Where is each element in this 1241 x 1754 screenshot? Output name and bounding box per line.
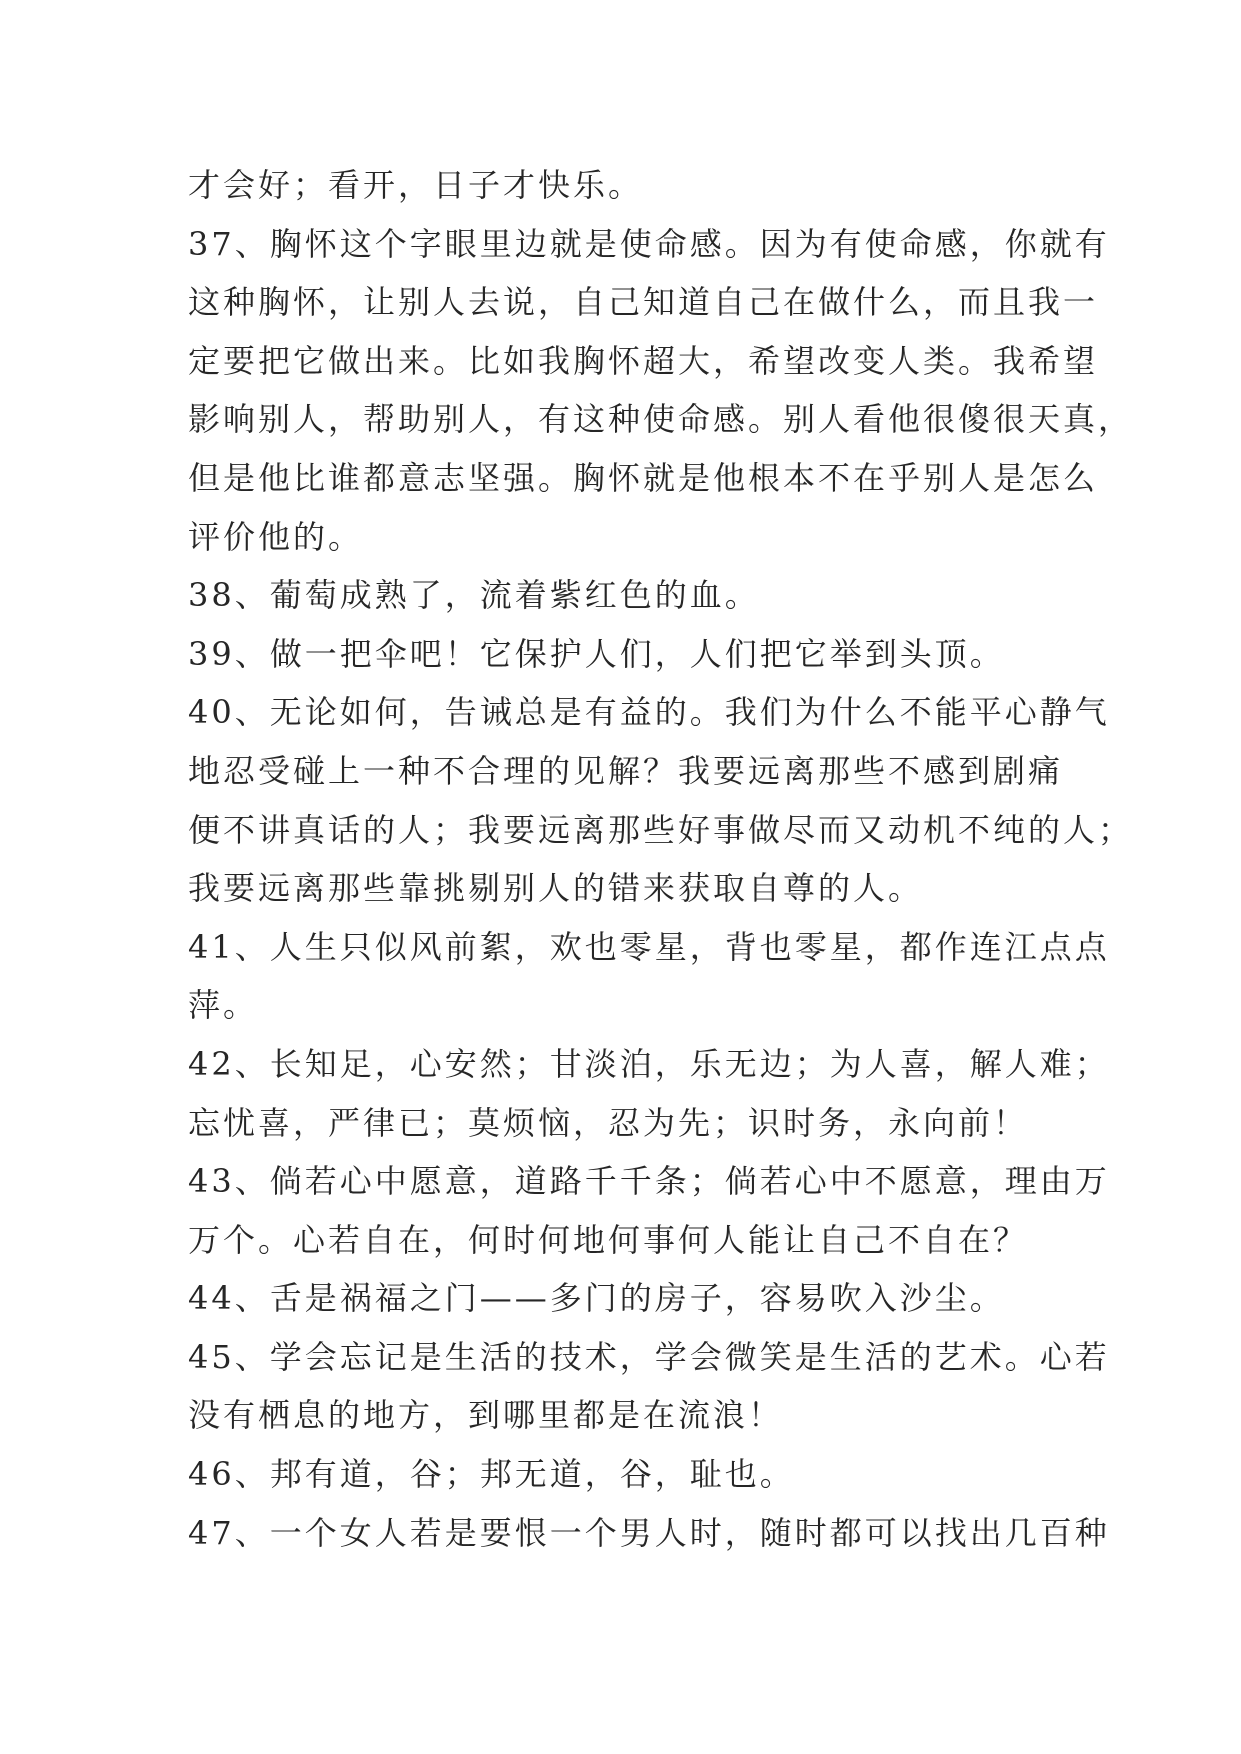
text-line: 41、人生只似风前絮，欢也零星，背也零星，都作连江点点 <box>188 927 1110 966</box>
text-line: 43、倘若心中愿意，道路千千条；倘若心中不愿意，理由万 <box>188 1162 1110 1201</box>
text-line: 47、一个女人若是要恨一个男人时，随时都可以找出几百种 <box>188 1513 1110 1552</box>
document-text-body <box>188 156 1134 1562</box>
text-line: 42、长知足，心安然；甘淡泊，乐无边；为人喜，解人难； <box>188 1044 1110 1083</box>
text-line: 才会好；看开，日子才快乐。 <box>188 166 644 204</box>
text-line: 定要把它做出来。比如我胸怀超大，希望改变人类。我希望 <box>188 341 1099 380</box>
text-line: 38、葡萄成熟了，流着紫红色的血。 <box>188 576 760 615</box>
text-line: 39、做一把伞吧！它保护人们，人们把它举到头顶。 <box>188 634 1005 673</box>
text-line: 便不讲真话的人；我要远离那些好事做尽而又动机不纯的人； <box>188 810 1134 849</box>
text-line: 万个。心若自在，何时何地何事何人能让自己不自在？ <box>188 1220 1029 1259</box>
text-line: 地忍受碰上一种不合理的见解？我要远离那些不感到剧痛 <box>188 751 1064 790</box>
text-line: 忘忧喜，严律已；莫烦恼，忍为先；识时务，永向前！ <box>188 1103 1029 1142</box>
text-line: 46、邦有道，谷；邦无道，谷，耻也。 <box>188 1455 795 1494</box>
text-line: 萍。 <box>188 986 259 1025</box>
text-line: 没有栖息的地方，到哪里都是在流浪！ <box>188 1396 784 1435</box>
text-line: 我要远离那些靠挑剔别人的错来获取自尊的人。 <box>188 869 924 908</box>
text-line: 44、舌是祸福之门——多门的房子，容易吹入沙尘。 <box>188 1279 1005 1318</box>
text-line: 评价他的。 <box>188 517 364 556</box>
text-line: 45、学会忘记是生活的技术，学会微笑是生活的艺术。心若 <box>188 1337 1110 1376</box>
text-line: 37、胸怀这个字眼里边就是使命感。因为有使命感，你就有 <box>188 224 1110 263</box>
text-line: 40、无论如何，告诫总是有益的。我们为什么不能平心静气 <box>188 693 1110 732</box>
text-line: 这种胸怀，让别人去说，自己知道自己在做什么，而且我一 <box>188 283 1099 322</box>
text-line: 但是他比谁都意志坚强。胸怀就是他根本不在乎别人是怎么 <box>188 458 1099 497</box>
text-line: 影响别人，帮助别人，有这种使命感。别人看他很傻很天真， <box>188 400 1134 439</box>
